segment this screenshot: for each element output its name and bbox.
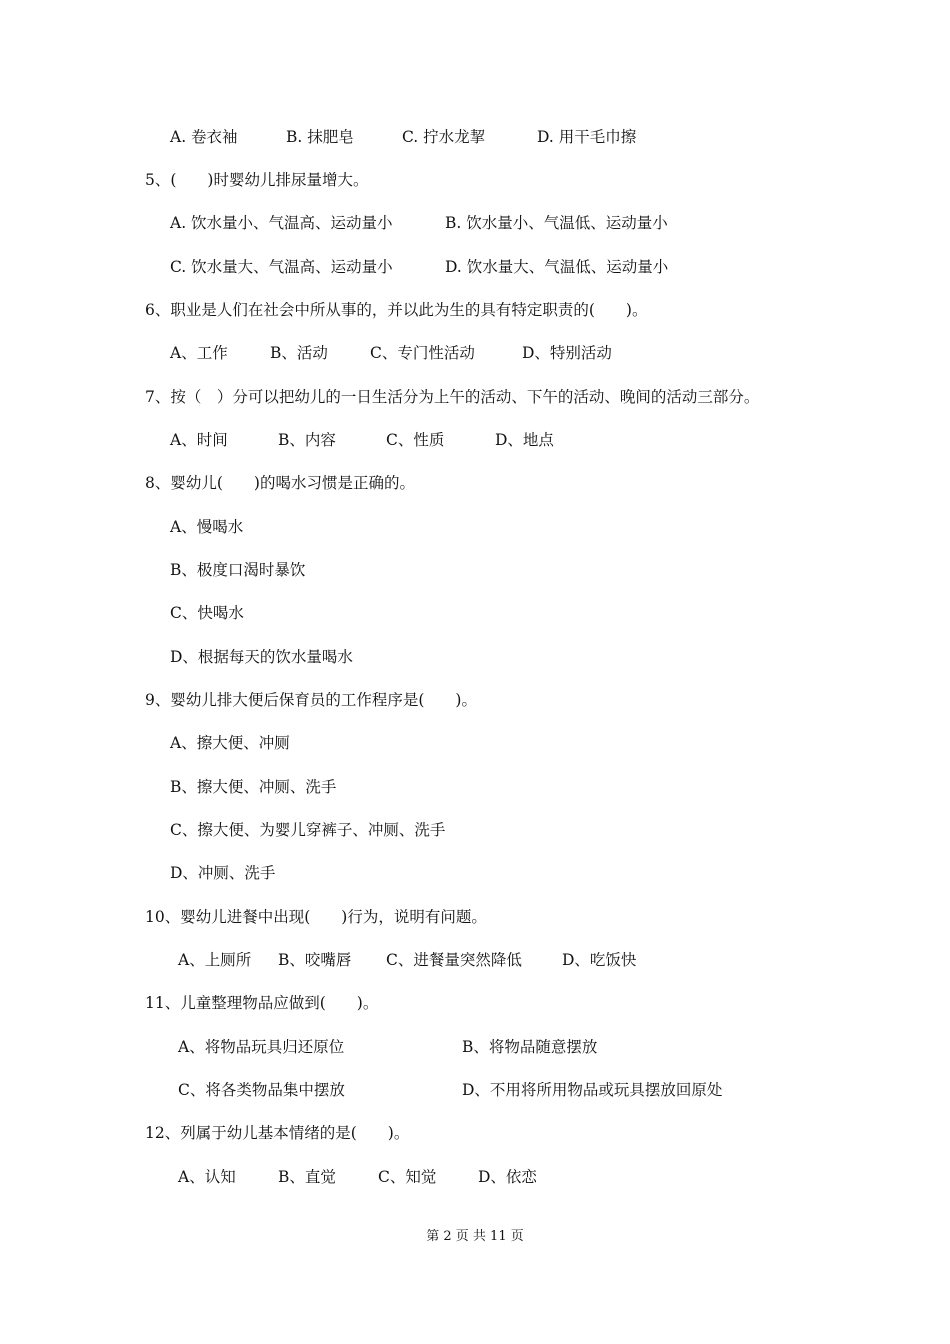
q8-stem: 8、婴幼儿( )的喝水习惯是正确的。 bbox=[145, 474, 415, 492]
q11-option-c: C、将各类物品集中摆放 bbox=[178, 1081, 345, 1099]
q9-stem: 9、婴幼儿排大便后保育员的工作程序是( )。 bbox=[145, 691, 477, 709]
q6-option-b: B、活动 bbox=[270, 344, 328, 362]
q11-option-b: B、将物品随意摆放 bbox=[462, 1038, 598, 1056]
q9-option-a: A、擦大便、冲厕 bbox=[170, 734, 290, 752]
page-footer: 第 2 页 共 11 页 bbox=[426, 1229, 524, 1244]
q5-option-c: C. 饮水量大、气温高、运动量小 bbox=[170, 258, 393, 276]
q5-option-d: D. 饮水量大、气温低、运动量小 bbox=[445, 258, 669, 276]
q12-option-b: B、直觉 bbox=[278, 1168, 336, 1186]
q5-stem: 5、( )时婴幼儿排尿量增大。 bbox=[145, 171, 369, 189]
q4-option-a: A. 卷衣袖 bbox=[170, 128, 238, 146]
q6-stem: 6、职业是人们在社会中所从事的，并以此为生的具有特定职责的( )。 bbox=[145, 301, 648, 319]
q7-option-c: C、性质 bbox=[386, 431, 445, 449]
q12-option-c: C、知觉 bbox=[378, 1168, 437, 1186]
q5-option-a: A. 饮水量小、气温高、运动量小 bbox=[170, 214, 393, 232]
q6-option-d: D、特别活动 bbox=[522, 344, 612, 362]
q10-option-b: B、咬嘴唇 bbox=[278, 951, 352, 969]
q8-option-a: A、慢喝水 bbox=[170, 518, 244, 536]
q8-option-c: C、快喝水 bbox=[170, 604, 244, 622]
q7-option-b: B、内容 bbox=[278, 431, 336, 449]
q11-stem: 11、儿童整理物品应做到( )。 bbox=[145, 994, 379, 1012]
q12-option-d: D、依恋 bbox=[478, 1168, 537, 1186]
q7-option-a: A、时间 bbox=[170, 431, 228, 449]
q4-option-d: D. 用干毛巾擦 bbox=[537, 128, 637, 146]
q10-option-a: A、上厕所 bbox=[178, 951, 252, 969]
q7-stem: 7、按（ ）分可以把幼儿的一日生活分为上午的活动、下午的活动、晚间的活动三部分。 bbox=[145, 388, 760, 406]
q7-option-d: D、地点 bbox=[495, 431, 554, 449]
q9-option-b: B、擦大便、冲厕、洗手 bbox=[170, 778, 337, 796]
q6-option-a: A、工作 bbox=[170, 344, 228, 362]
q9-option-c: C、擦大便、为婴儿穿裤子、冲厕、洗手 bbox=[170, 821, 446, 839]
q11-option-d: D、不用将所用物品或玩具摆放回原处 bbox=[462, 1081, 723, 1099]
q4-option-b: B. 抹肥皂 bbox=[286, 128, 354, 146]
q12-option-a: A、认知 bbox=[178, 1168, 236, 1186]
q9-option-d: D、冲厕、洗手 bbox=[170, 864, 276, 882]
q10-stem: 10、婴幼儿进餐中出现( )行为，说明有问题。 bbox=[145, 908, 487, 926]
q11-option-a: A、将物品玩具归还原位 bbox=[178, 1038, 345, 1056]
q6-option-c: C、专门性活动 bbox=[370, 344, 475, 362]
q10-option-d: D、吃饭快 bbox=[562, 951, 637, 969]
q5-option-b: B. 饮水量小、气温低、运动量小 bbox=[445, 214, 668, 232]
q4-option-c: C. 拧水龙挈 bbox=[402, 128, 486, 146]
q12-stem: 12、列属于幼儿基本情绪的是( )。 bbox=[145, 1124, 410, 1142]
q8-option-d: D、根据每天的饮水量喝水 bbox=[170, 648, 353, 666]
q10-option-c: C、进餐量突然降低 bbox=[386, 951, 522, 969]
q8-option-b: B、极度口渴时暴饮 bbox=[170, 561, 306, 579]
